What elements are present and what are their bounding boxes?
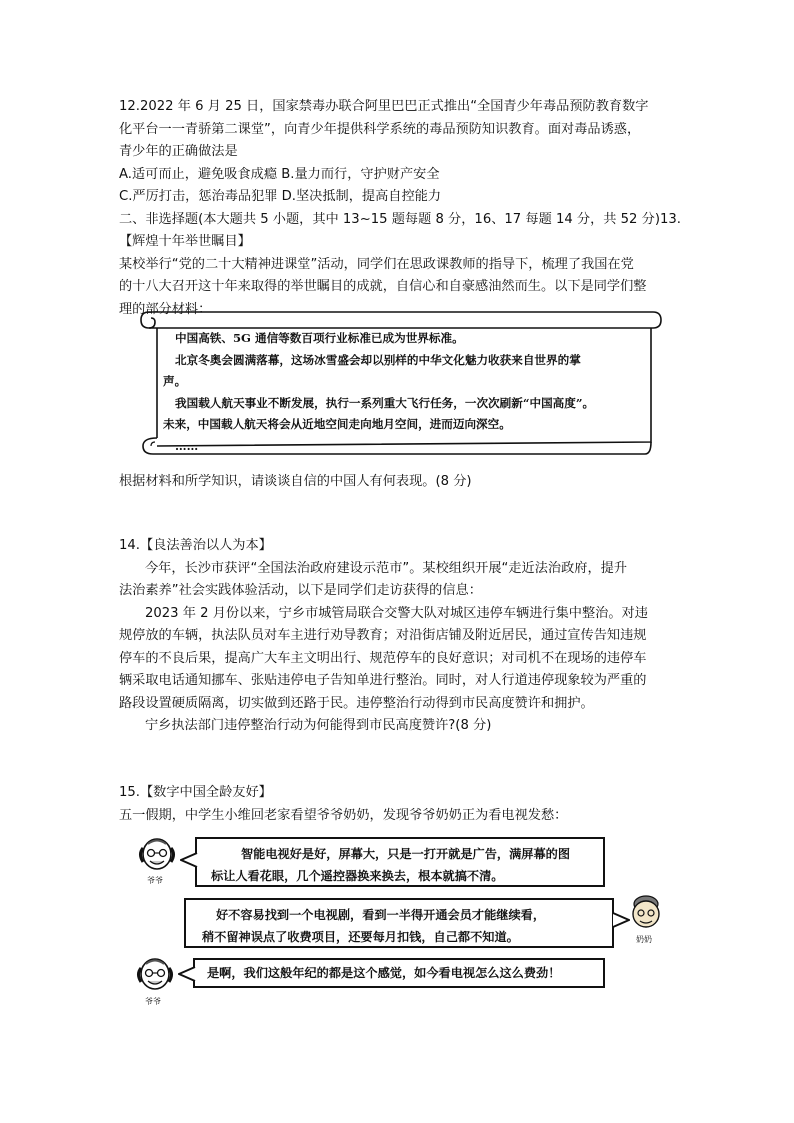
question-15	[119, 782, 679, 827]
scroll-line: 我国载人航天事业不断发展，执行一系列重大飞行任务，一次次刷新“中国高度”。	[175, 395, 595, 410]
speech-bubble-grandma	[184, 898, 614, 948]
q14-question: 宁乡执法部门违停整治行动为何能得到市民高度赞许?(8 分)	[145, 718, 492, 733]
q14-line: 路段设置硬质隔离，切实做到还路于民。违停整治行动得到市民高度赞许和拥护。	[119, 695, 594, 711]
q15-heading: 15.【数字中国全龄友好】	[119, 785, 272, 800]
grandpa-face-icon	[134, 954, 176, 998]
grandma-avatar	[626, 892, 666, 932]
grandpa-avatar	[134, 954, 176, 998]
grandpa-face-icon	[136, 834, 178, 880]
q13-heading: 【辉煌十年举世瞩目】	[119, 234, 251, 249]
grandma-face-icon	[626, 892, 666, 932]
scroll-line: 中国高铁、5G 通信等数百项行业标准已成为世界标准。	[175, 331, 464, 345]
q14-line: 停车的不良后果，提高广大车主文明出行、规范停车的良好意识；对司机不在现场的违停车	[119, 650, 647, 666]
bubble-line: 稍不留神误点了收费项目，还要每月扣钱，自己都不知道。	[202, 930, 519, 944]
material-scroll	[137, 306, 663, 456]
scroll-line: 北京冬奥会圆满落幕，这场冰雪盛会却以别样的中华文化魅力收获来自世界的掌	[175, 352, 581, 367]
q14-line: 辆采取电话通知挪车、张贴违停电子告知单进行整治。同时，对人行道违停现象较为严重的	[119, 673, 647, 688]
speech-bubble-grandpa-2: 是啊，我们这般年纪的都是这个感觉，如今看电视怎么这么费劲！	[193, 958, 605, 988]
speech-bubble-grandpa-1	[195, 837, 605, 887]
q14-line: 今年，长沙市获评“全国法治政府建设示范市”。某校组织开展“走近法治政府，提升	[145, 560, 628, 576]
scroll-line: 未来，中国载人航天将会从近地空间走向地月空间，进而迈向深空。	[163, 417, 511, 431]
q14-line: 2023 年 2 月份以来，宁乡市城管局联合交警大队对城区违停车辆进行集中整治。对违	[145, 605, 648, 621]
grandma-label: 奶奶	[636, 935, 652, 944]
scroll-line: 声。	[163, 374, 187, 388]
q14-line: 法治素养”社会实践体验活动，以下是同学们走访获得的信息：	[119, 583, 482, 598]
grandpa-label: 爷爷	[147, 876, 163, 885]
section-2-heading: 二、非选择题(本大题共 5 小题，其中 13~15 题每题 8 分，16、17 每题 14 分，共 52 分)13.	[119, 211, 681, 227]
bubble-pointer	[178, 966, 196, 982]
question-12	[119, 96, 679, 321]
q14-heading: 14.【良法善治以人为本】	[119, 538, 272, 553]
q12-option: C.严厉打击，惩治毒品犯罪 D.坚决抵制，提高自控能力	[119, 189, 442, 204]
q13-intro-line: 某校举行“党的二十大精神进课堂”活动，同学们在思政课教师的指导下，梳理了我国在党	[119, 256, 634, 272]
q14-line: 规停放的车辆，执法队员对车主进行劝导教育；对沿街店铺及附近居民，通过宣传告知违规	[119, 628, 647, 643]
bubble-pointer	[180, 852, 198, 868]
grandpa-avatar	[136, 834, 178, 880]
q13-intro-line: 的十八大召开这十年来取得的举世瞩目的成就，自信心和自豪感油然而生。以下是同学们整	[119, 279, 647, 294]
scroll-line: ……	[175, 438, 199, 453]
question-14	[119, 535, 679, 738]
bubble-line: 标让人看花眼，几个遥控器换来换去，根本就搞不清。	[211, 869, 504, 883]
q12-line: 12.2022 年 6 月 25 日，国家禁毒办联合阿里巴巴正式推出“全国青少年毒品预防教育数字	[119, 99, 649, 114]
q12-option: A.适可而止，避免吸食成瘾 B.量力而行，守护财产安全	[119, 166, 440, 182]
q12-line: 化平台一一青骄第二课堂”，向青少年提供科学系统的毒品预防知识教育。面对毒品诱惑，	[119, 121, 641, 137]
bubble-line: 好不容易找到一个电视剧，看到一半得开通会员才能继续看，	[216, 908, 546, 922]
q15-intro: 五一假期，中学生小维回老家看望爷爷奶奶，发现爷爷奶奶正为看电视发愁：	[119, 807, 568, 823]
scroll-content	[163, 328, 645, 457]
q13-question: 根据材料和所学知识，请谈谈自信的中国人有何表现。(8 分)	[119, 474, 472, 489]
q12-line: 青少年的正确做法是	[119, 144, 238, 159]
grandpa-label: 爷爷	[145, 997, 161, 1006]
bubble-line: 智能电视好是好，屏幕大，只是一打开就是广告，满屏幕的图	[241, 847, 571, 861]
q13-intro-line: 理的部分材料：	[119, 301, 212, 317]
